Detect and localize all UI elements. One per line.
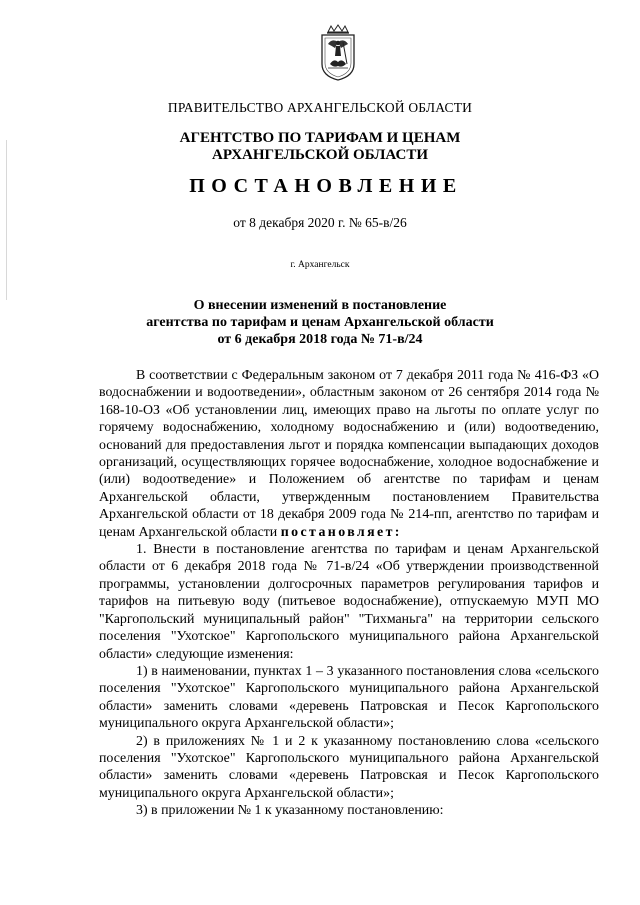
agency-name-line2: АРХАНГЕЛЬСКОЙ ОБЛАСТИ <box>212 147 428 163</box>
document-date-number: от 8 декабря 2020 г. № 65-в/26 <box>233 215 407 230</box>
document-subject <box>0 297 640 348</box>
subject-line3: от 6 декабря 2018 года № 71-в/24 <box>217 332 423 347</box>
subject-line2: агентства по тарифам и ценам Архангельской области <box>146 315 494 330</box>
preamble-text: В соответствии с Федеральным законом от 7 декабря 2011 года № 416-ФЗ «О водоснабжении и водоотведении», областным законом от 26 сентября 2014 года № 168-10-ОЗ «Об установлении лиц, имеющих право на льготы по оплате услуг по горячему водоснабжению, холодному водоснабжению и (или) водоотведению, оснований для предоставления льгот и порядка компенсации выпадающих доходов организаций, осуществляющих горячее водоснабжение, холодное водоснабжение и (или) водоотведение» и Положением об агентстве по тарифам и ценам Архангельской области, утвержденным постановлением Правительства Архангельской области от 18 декабря 2009 года № 214-пп, агентство по тарифам и ценам Архангельской области <box>99 368 599 540</box>
document-city: г. Архангельск <box>290 260 350 270</box>
government-name: ПРАВИТЕЛЬСТВО АРХАНГЕЛЬСКОЙ ОБЛАСТИ <box>167 100 473 115</box>
agency-name-line1: АГЕНТСТВО ПО ТАРИФАМ И ЦЕНАМ <box>179 130 461 146</box>
item-1-paragraph: 1. Внести в постановление агентства по тарифам и ценам Архангельской области от 6 декабря 2018 года № 71-в/24 «Об утверждении производственной программы, установлении долгосрочных параметров регулирования тарифов и тарифов на питьевую воду (питьевое водоснабжение), отпускаемую МУП МО "Каргопольский муниципальный район" "Тихманьга" на территории сельского поселения "Ухотское" Каргопольского муниципального района Архангельской области» следующие изменения: <box>99 542 599 662</box>
resolves-word: постановляет: <box>280 524 402 540</box>
coat-of-arms-emblem-icon <box>316 24 360 82</box>
preamble-paragraph <box>99 367 599 541</box>
document-type-title: ПОСТАНОВЛЕНИЕ <box>189 175 463 197</box>
subitem-2-paragraph: 2) в приложениях № 1 и 2 к указанному постановлению слова «сельского поселения "Ухотское" Каргопольского муниципального района Архангельской области» заменить словами «деревень Патровская и Песок Каргопольского муниципального округа Архангельской области»; <box>99 733 599 801</box>
subitem-1-paragraph: 1) в наименовании, пунктах 1 – 3 указанного постановления слова «сельского поселения "Ухотское" Каргопольского муниципального района Архангельской области» заменить словами «деревень Патровская и Песок Каргопольского муниципального округа Архангельской области»; <box>99 663 599 732</box>
agency-name <box>0 130 640 164</box>
document-body <box>99 367 599 820</box>
subitem-3-paragraph: 3) в приложении № 1 к указанному постановлению: <box>136 803 444 819</box>
subject-line1: О внесении изменений в постановление <box>193 298 447 313</box>
